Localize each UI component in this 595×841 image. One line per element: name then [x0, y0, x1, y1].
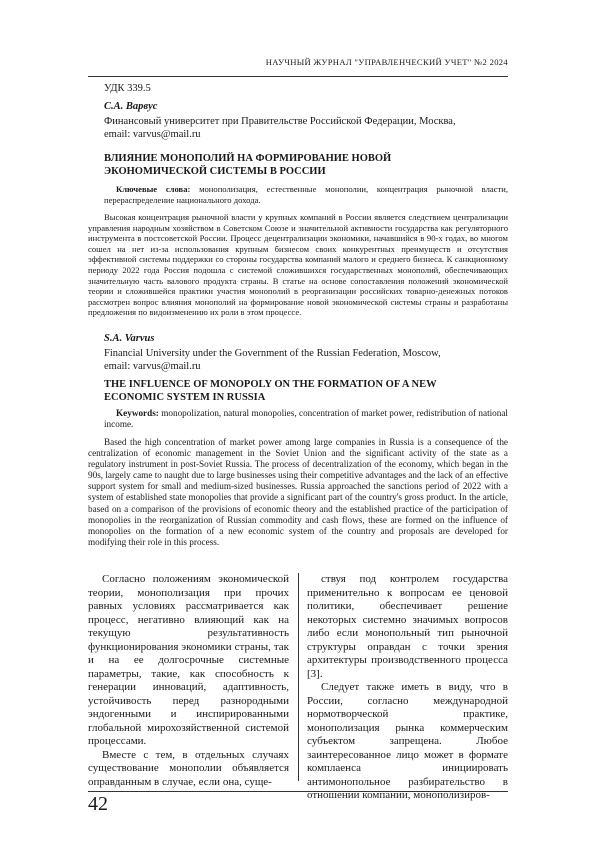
- body-column-left: [88, 573, 289, 789]
- keywords-en-label: Keywords:: [116, 408, 159, 418]
- affiliation-en: [104, 347, 508, 373]
- email-ru: email: varvus@mail.ru: [104, 129, 201, 140]
- keywords-ru-text: монополизация, естественные монополии, концентрация рыночной власти, перераспределение национального дохода.: [104, 184, 508, 205]
- title-en-line1: THE INFLUENCE OF MONOPOLY ON THE FORMATION OF A NEW: [104, 379, 437, 390]
- abstract-en: Based the high concentration of market power among large companies in Russia is a consequence of the centralization of economic management in the Soviet Union and the significant activity of the state as a regulatory instrument in post-Soviet Russia. The process of decentralization of the economy, which began in the 90s, largely came to naught due to large businesses using their competitive advantages and the lack of an effective support system for small and medium-sized businesses. Russia approached the sanctions period of 2022 with a system of established state monopolies that provide a significant part of the country's gross product. In the article, based on a comparison of the provisions of economic theory and the established practice of the participation of monopolies in the reorganization of Russian commodity and cash flows, these are formed on the influence of monopolies on the formation of a new economic system of the country and proposals are developed for modifying their role in this process.: [88, 437, 508, 547]
- title-ru: [104, 153, 508, 178]
- keywords-ru: [104, 184, 508, 206]
- affiliation-ru: [104, 115, 508, 141]
- author-ru: С.А. Варвус: [104, 101, 158, 112]
- affiliation-ru-text: Финансовый университет при Правительстве Российской Федерации, Москва,: [104, 116, 456, 127]
- keywords-en: [104, 408, 508, 430]
- title-en: [104, 379, 508, 404]
- body-paragraph: Следует также иметь в виду, что в России, согласно международной нормотворческой практике, монополизация рынка коммерческим субъектом запрещена. Любое заинтересованное лицо может в формате комплаенса инициировать антимонопольное разбирательство в отношении компании, монополизиров-: [307, 681, 508, 801]
- body-paragraph: Вместе с тем, в отдельных случаях существование монополии объявляется оправданным в случае, если она, суще-: [88, 748, 289, 788]
- affiliation-en-text: Financial University under the Government of the Russian Federation, Moscow,: [104, 348, 441, 359]
- body-paragraph: ствуя под контролем государства применительно к вопросам ее ценовой политики, обеспечивает решение некоторых системно значимых вопросов либо если монопольный тип рыночной структуры оправдан с точки зрения архитектуры производственного процесса [3].: [307, 573, 508, 680]
- abstract-ru: Высокая концентрация рыночной власти у крупных компаний в России является следствием централизации управления народным хозяйством в Советском Союзе и значительной активности государства как регуляторного инструмента в постсоветской России. Процесс децентрализации экономики, начавшийся в 90-х годах, во многом сошел на нет из-за использования крупным бизнесом своих конкурентных преимуществ и отсутствия эффективной системы поддержки со стороны государства компаний малого и среднего бизнеса. К санкционному периоду 2022 года Россия подошла с системой сложившихся государственных монополий, обеспечивающих значительную часть валового продукта страны. В статье на основе сопоставления положений экономической теории и сложившейся практики участия монополий в реорганизации российских товарно-денежных потоков рассмотрен вопрос влияния монополий на формирование новой экономической системы страны и разработаны предложения по видоизменению их роли в этом процессе.: [88, 212, 508, 318]
- keywords-ru-label: Ключевые слова:: [116, 184, 191, 194]
- footer-rule: [88, 791, 508, 792]
- header-rule: [88, 76, 508, 77]
- udk-code: УДК 339.5: [104, 83, 151, 94]
- body-paragraph: Согласно положениям экономической теории, монополизация при прочих равных условиях рассматривается как процесс, негативно влияющий как на текущую результативность функционирования экономики страны, так и на ее долгосрочные системные параметры, такие, как способность к генерации инноваций, адаптивность, устойчивость перед разнородными эндогенными и инспирированными глобальной мирохозяйственной системой процессами.: [88, 573, 289, 747]
- column-divider: [298, 573, 299, 781]
- author-en: S.A. Varvus: [104, 333, 155, 344]
- title-ru-line1: ВЛИЯНИЕ МОНОПОЛИЙ НА ФОРМИРОВАНИЕ НОВОЙ: [104, 153, 392, 164]
- title-ru-line2: ЭКОНОМИЧЕСКОЙ СИСТЕМЫ В РОССИИ: [104, 165, 326, 177]
- page-number: 42: [88, 793, 108, 815]
- body-column-right: [307, 573, 508, 803]
- email-en: email: varvus@mail.ru: [104, 361, 201, 372]
- keywords-en-text: monopolization, natural monopolies, concentration of market power, redistribution of national income.: [104, 408, 508, 429]
- title-en-line2: ECONOMIC SYSTEM IN RUSSIA: [104, 391, 266, 403]
- journal-header: НАУЧНЫЙ ЖУРНАЛ "УПРАВЛЕНЧЕСКИЙ УЧЕТ" №2 2024: [265, 57, 508, 67]
